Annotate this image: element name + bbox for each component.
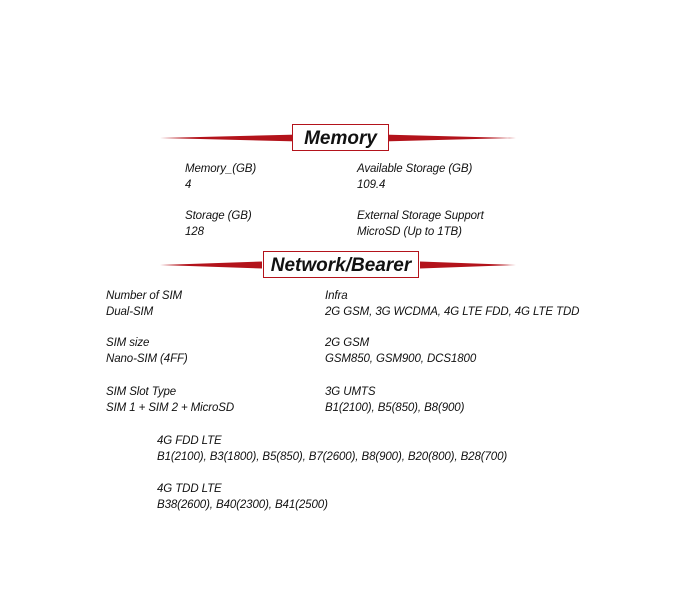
4g-fdd-lte-label: 4G FDD LTE	[157, 435, 222, 447]
memory-section-title: Memory	[292, 124, 389, 151]
storage-label: Storage (GB)	[185, 210, 252, 222]
available-storage-label: Available Storage (GB)	[357, 163, 473, 175]
number-of-sim-value: Dual-SIM	[106, 306, 154, 318]
sim-slot-type-value: SIM 1 + SIM 2 + MicroSD	[106, 402, 235, 414]
external-storage-value: MicroSD (Up to 1TB)	[357, 226, 462, 238]
memory-value: 4	[185, 179, 192, 191]
external-storage-label: External Storage Support	[357, 210, 484, 222]
sim-size-value: Nano-SIM (4FF)	[106, 353, 188, 365]
4g-tdd-lte-value: B38(2600), B40(2300), B41(2500)	[157, 499, 328, 511]
infra-value: 2G GSM, 3G WCDMA, 4G LTE FDD, 4G LTE TDD	[325, 306, 580, 318]
available-storage-value: 109.4	[357, 179, 386, 191]
number-of-sim-label: Number of SIM	[106, 290, 183, 302]
2g-gsm-label: 2G GSM	[325, 337, 370, 349]
infra-label: Infra	[325, 290, 348, 302]
memory-label: Memory_(GB)	[185, 163, 257, 175]
4g-tdd-lte-label: 4G TDD LTE	[157, 483, 222, 495]
storage-value: 128	[185, 226, 204, 238]
2g-gsm-value: GSM850, GSM900, DCS1800	[325, 353, 477, 365]
network-section-title: Network/Bearer	[263, 251, 419, 278]
3g-umts-value: B1(2100), B5(850), B8(900)	[325, 402, 465, 414]
3g-umts-label: 3G UMTS	[325, 386, 376, 398]
sim-slot-type-label: SIM Slot Type	[106, 386, 177, 398]
sim-size-label: SIM size	[106, 337, 150, 349]
4g-fdd-lte-value: B1(2100), B3(1800), B5(850), B7(2600), B8(900), B20(800), B28(700)	[157, 451, 508, 463]
